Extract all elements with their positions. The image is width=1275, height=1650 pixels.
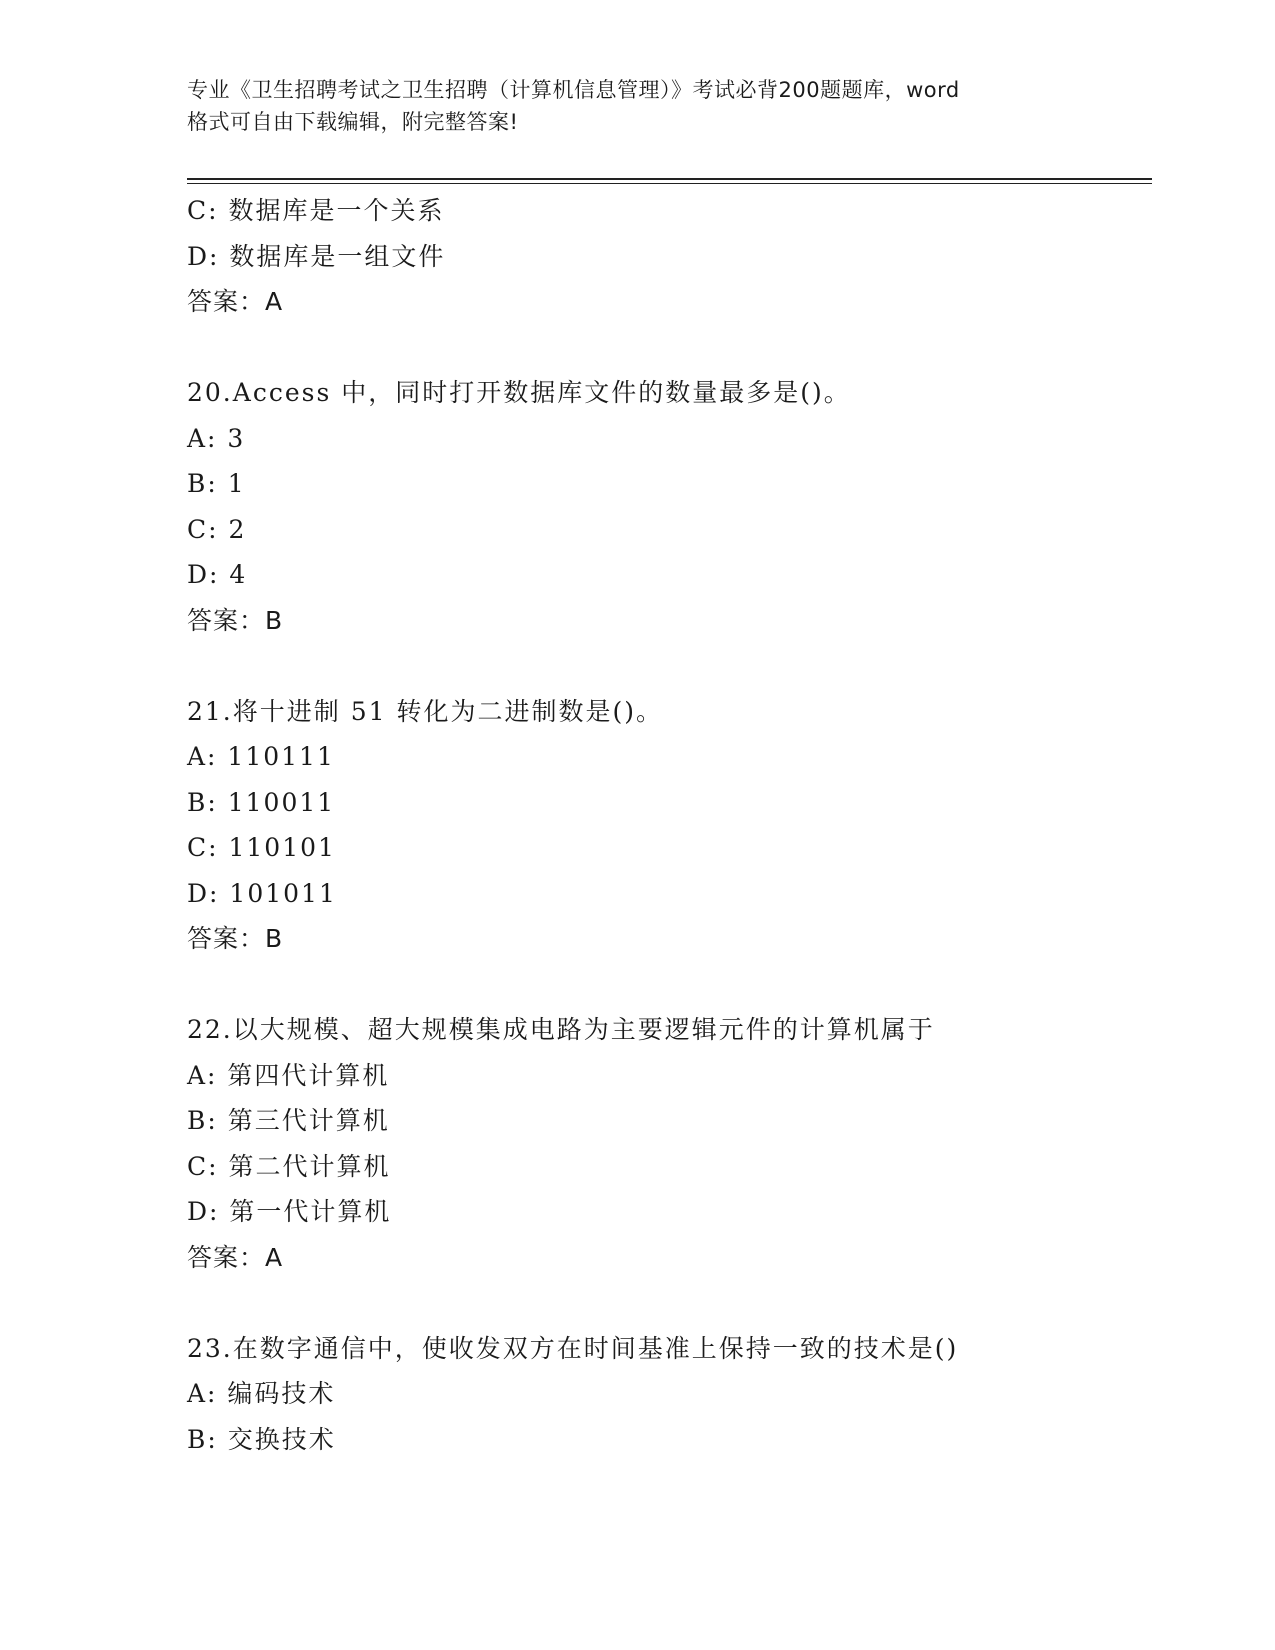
- spacer: [187, 962, 1147, 1008]
- question-block-19: [187, 188, 1147, 325]
- option-c: C: 第二代计算机: [187, 1151, 391, 1181]
- option-d: D: 4: [187, 560, 248, 589]
- question-text: 20.Access 中，同时打开数据库文件的数量最多是()。: [187, 378, 851, 407]
- document-header: [187, 74, 1107, 138]
- option-b: B: 1: [187, 469, 246, 498]
- answer: 答案：B: [187, 924, 284, 953]
- option-a: A: 第四代计算机: [187, 1060, 390, 1090]
- question-block-21: [187, 689, 1147, 962]
- option-d: D: 数据库是一组文件: [187, 241, 446, 271]
- answer: 答案：A: [187, 287, 284, 316]
- question-text: 21.将十进制 51 转化为二进制数是()。: [187, 696, 663, 726]
- option-c: C: 2: [187, 514, 247, 544]
- option-b: B: 交换技术: [187, 1424, 336, 1454]
- answer: 答案：A: [187, 1242, 284, 1272]
- question-text: 22.以大规模、超大规模集成电路为主要逻辑元件的计算机属于: [187, 1015, 935, 1044]
- question-block-22: [187, 1007, 1147, 1280]
- question-block-23: [187, 1326, 1147, 1463]
- option-c: C: 数据库是一个关系: [187, 196, 445, 225]
- option-b: B: 110011: [187, 787, 336, 817]
- option-d: D: 第一代计算机: [187, 1197, 392, 1226]
- question-list: [187, 188, 1147, 1462]
- spacer: [187, 325, 1147, 371]
- header-divider: [187, 178, 1152, 184]
- option-c: C: 110101: [187, 833, 336, 862]
- option-a: A: 编码技术: [187, 1379, 336, 1408]
- option-a: A: 3: [187, 423, 246, 453]
- option-b: B: 第三代计算机: [187, 1106, 390, 1135]
- option-a: A: 110111: [187, 742, 335, 771]
- question-text: 23.在数字通信中，使收发双方在时间基准上保持一致的技术是(): [187, 1333, 959, 1363]
- header-line-2: 格式可自由下载编辑，附完整答案!: [187, 110, 519, 134]
- spacer: [187, 1280, 1147, 1326]
- spacer: [187, 643, 1147, 689]
- question-block-20: [187, 370, 1147, 643]
- answer: 答案：B: [187, 605, 284, 635]
- header-line-1: 专业《卫生招聘考试之卫生招聘（计算机信息管理）》考试必背200题题库，word: [187, 78, 960, 102]
- option-d: D: 101011: [187, 878, 337, 908]
